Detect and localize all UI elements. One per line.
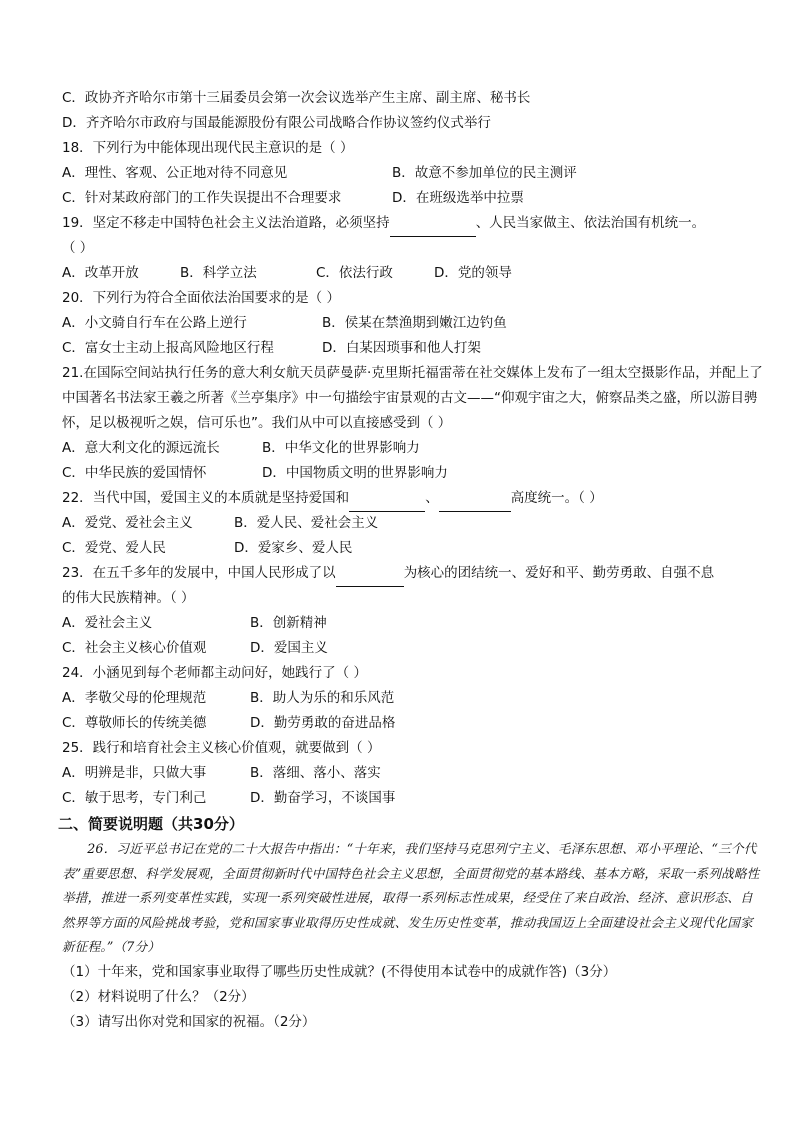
q24-option-c: C．尊敬师长的传统美德 — [62, 715, 207, 731]
q19-stem: 19．坚定不移走中国特色社会主义法治道路，必须坚持 、人民当家做主、依法治国有机统一。 — [62, 211, 764, 236]
q19-options — [62, 261, 764, 286]
q18-options-cd — [62, 186, 764, 211]
q25-options-cd — [62, 786, 764, 811]
q23-option-a: A．爱社会主义 — [62, 615, 153, 631]
q18-option-c: C．针对某政府部门的工作失误提出不合理要求 — [62, 190, 342, 206]
q23-stem: 23．在五千多年的发展中，中国人民形成了以 为核心的团结统一、爱好和平、勤劳勇敢、自强不息 — [62, 561, 764, 586]
q24-option-b: B．助人为乐的和乐风范 — [250, 690, 395, 706]
q23-blank — [336, 561, 404, 587]
q18-options-ab — [62, 161, 764, 186]
q20-stem: 20．下列行为符合全面依法治国要求的是（ ） — [62, 290, 340, 306]
q21-options-cd — [62, 461, 764, 486]
q18-option-b: B．故意不参加单位的民主测评 — [392, 165, 577, 181]
q22-option-d: D．爱家乡、爱人民 — [234, 540, 353, 556]
q22-options-ab — [62, 511, 764, 536]
q20-option-b: B．侯某在禁渔期到嫩江边钓鱼 — [322, 315, 507, 331]
q21-options-ab — [62, 436, 764, 461]
q17-option-d: D．齐齐哈尔市政府与国最能源股份有限公司战略合作协议签约仪式举行 — [62, 115, 491, 131]
q20-option-d: D．白某因琐事和他人打架 — [322, 340, 481, 356]
q21-option-c: C．中华民族的爱国情怀 — [62, 465, 207, 481]
q22-option-b: B．爱人民、爱社会主义 — [234, 515, 379, 531]
q19-paren: （ ） — [62, 240, 94, 256]
q23-option-c: C．社会主义核心价值观 — [62, 640, 207, 656]
q18-stem: 18．下列行为中能体现出现代民主意识的是（ ） — [62, 140, 354, 156]
q20-option-c: C．富女士主动上报高风险地区行程 — [62, 340, 274, 356]
q20-options-cd — [62, 336, 764, 361]
q20-option-a: A．小文骑自行车在公路上逆行 — [62, 315, 247, 331]
q23-option-d: D．爱国主义 — [250, 640, 328, 656]
q22-options-cd — [62, 536, 764, 561]
q22-blank-2 — [439, 486, 511, 512]
q19-blank — [390, 211, 476, 237]
q22-option-a: A．爱党、爱社会主义 — [62, 515, 193, 531]
q23-options-cd — [62, 636, 764, 661]
q24-option-d: D．勤劳勇敢的奋进品格 — [250, 715, 396, 731]
q21-option-d: D．中国物质文明的世界影响力 — [262, 465, 448, 481]
q26-sub-question-2: （2）材料说明了什么？（2分） — [62, 988, 255, 1005]
q20-options-ab — [62, 311, 764, 336]
q19-option-d: D．党的领导 — [434, 265, 512, 281]
q24-options-ab — [62, 686, 764, 711]
section-title: 二、简要说明题（共30分） — [58, 815, 244, 833]
q24-stem: 24．小涵见到每个老师都主动问好，她践行了（ ） — [62, 665, 367, 681]
q23-options-ab — [62, 611, 764, 636]
q26-material: 26．习近平总书记在党的二十大报告中指出：“十年来，我们坚持马克思列宁主义、毛泽东思想、邓小平理论、“三个代表”重要思想、科学发展观，全面贯彻新时代中国特色社会主义思想，全面贯彻党的基本路线、基本方略，采取一系列战略性举措，推进一系列变革性实践，实现一系列突破性进展，取得一系列标志性成果，经受住了来自政治、经济、意识形态、自然界等方面的风险挑战考验，党和国家事业取得历史性成就、发生历史性变革，推动我国迈上全面建设社会主义现代化国家新征程。”（7分） — [62, 841, 760, 954]
q19-option-c: C．依法行政 — [316, 265, 393, 281]
q25-option-a: A．明辨是非，只做大事 — [62, 765, 207, 781]
q24-option-a: A．孝敬父母的伦理规范 — [62, 690, 207, 706]
q25-option-b: B．落细、落小、落实 — [250, 765, 381, 781]
q25-option-c: C．敏于思考，专门利己 — [62, 790, 207, 806]
q25-option-d: D．勤奋学习，不谈国事 — [250, 790, 396, 806]
q18-option-d: D．在班级选举中拉票 — [392, 190, 524, 206]
q22-blank-1 — [349, 486, 425, 512]
q17-option-c: C．政协齐齐哈尔市第十三届委员会第一次会议选举产生主席、副主席、秘书长 — [62, 90, 531, 106]
q26-sub-question-3: （3）请写出你对党和国家的祝福。（2分） — [62, 1013, 316, 1030]
q23-option-b: B．创新精神 — [250, 615, 327, 631]
q25-stem: 25．践行和培育社会主义核心价值观，就要做到（ ） — [62, 740, 381, 756]
q22-option-c: C．爱党、爱人民 — [62, 540, 166, 556]
q19-option-b: B．科学立法 — [180, 265, 257, 281]
q23-stem-line2: 的伟大民族精神。（ ） — [62, 590, 195, 606]
q21-stem: 21.在国际空间站执行任务的意大利女航天员萨曼萨·克里斯托福雷蒂在社交媒体上发布了一组太空摄影作品，并配上了中国著名书法家王羲之所著《兰亭集序》中一句描绘宇宙景观的古文——“仰观宇宙之大，俯察品类之盛，所以游目骋怀，足以极视听之娱，信可乐也”。我们从中可以直接感受到（ ） — [62, 365, 763, 431]
q24-options-cd — [62, 711, 764, 736]
q19-option-a: A．改革开放 — [62, 265, 139, 281]
q22-stem: 22．当代中国，爱国主义的本质就是坚持爱国和 、 高度统一。（ ） — [62, 486, 764, 511]
q21-option-b: B．中华文化的世界影响力 — [262, 440, 420, 456]
q26-sub-question-1: （1）十年来，党和国家事业取得了哪些历史性成就？(不得使用本试卷中的成就作答)（3分） — [62, 963, 617, 980]
q21-option-a: A．意大利文化的源远流长 — [62, 440, 220, 456]
q18-option-a: A．理性、客观、公正地对待不同意见 — [62, 165, 288, 181]
q25-options-ab — [62, 761, 764, 786]
